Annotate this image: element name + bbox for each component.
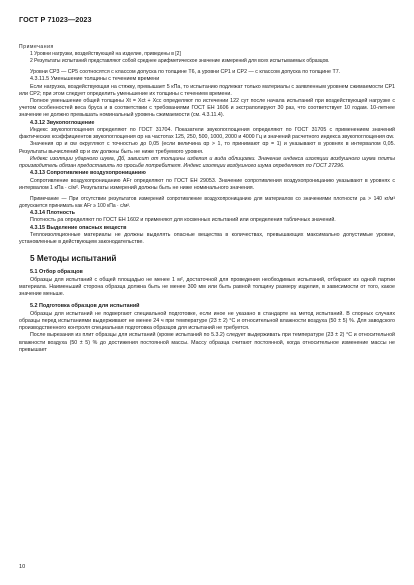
page-number: 10 [19, 564, 26, 570]
body-paragraph: Индекс звукопоглощения определяют по ГОСТ 31704. Показатели звукопоглощения определяют по ГОСТ 31705 с применением значений фактических коэффициентов звукопоглощения αp на частотах 125, 250, 500, 1000, 2000 и 4000 Гц и значений расчетного индекса звукопоглощения αw. [19, 127, 395, 141]
clause-heading: 4.3.15 Выделение опасных веществ [30, 224, 127, 231]
document-body [19, 40, 395, 354]
clause-heading: 4.3.11.5 Уменьшение толщины с течением времени [30, 76, 160, 83]
body-paragraph: Образцы для испытаний не подвергают специальной подготовке, если иное не указано в стандарте на метод испытаний. В спорных случаях образцы перед испытаниями выдерживают не менее 24 ч при температуре (23 ± 2) °С и относительной влажности воздуха (50 ± 5) %. Для заводского производственного контроля специальная подготовка образцов для испытаний не требуется. [19, 310, 395, 332]
clause-heading: 4.3.13 Сопротивление воздухопроницанию [30, 170, 146, 177]
document-header: ГОСТ Р 71023—2023 [19, 15, 92, 24]
body-paragraph-italic: Индекс изоляции ударного шума, Дб, зависит от толщины изделия и вида облицовки. Значение индекса изоляции воздушного шума плиты производитель обязан предоставить по просьбе потребителя. Индекс изоляции воздушного шума определяют по ГОСТ 27296. [19, 155, 395, 170]
body-paragraph: После вырезания из плит образцы для испытаний (кроме испытаний по 5.3.2) следует выдерживать при температуре (23 ± 2) °С и относительной влажности воздуха (50 ± 5) % до достижения постоянной массы. Массу образца считают постоянной, когда относительное изменение массы не превышает [19, 332, 395, 353]
body-paragraph: Плотность ρa определяют по ГОСТ EH 1602 и применяют для косвенных испытаний или определения табличных значений. [30, 217, 336, 224]
body-paragraph: Сопротивление воздухопроницанию AFr определяют по ГОСТ EH 29053. Значение сопротивления воздухопроницанию указывают в уровнях с интервалом 1 кПа · с/м². Результаты измерений должны быть не ниже номинального значения. [19, 177, 395, 191]
subsection-heading: 5.2 Подготовка образцов для испытаний [30, 303, 140, 310]
section-heading: 5 Методы испытаний [30, 254, 117, 264]
note-title: Примечания [19, 44, 54, 50]
clause-heading: 4.3.12 Звукопоглощение [30, 119, 95, 126]
body-paragraph: Образцы для испытаний с общей площадью не менее 1 м², достаточной для проведения необходимых испытаний, отбирают из одной партии материала. Наименьший сторона образца должна быть не менее 300 мм или быть равной толщину размеру изделия, в зависимости от того, какое значение меньше. [19, 276, 395, 298]
body-paragraph: Полное уменьшение общей толщины Xt = Xct + Xcc определяют по истечении 122 сут после начала испытаний при воздействующей нагрузке с учетом особенностей веса бруса и в соответствии с требованиями ГОСТ EH 1606 и экстраполируют 30 раз, что соответствует 10 годам. 10-летнее значение не должно превышать номинальный уровень сжимаемости (см. 4.3.11.4). [19, 98, 395, 119]
body-paragraph: Теплоизоляционные материалы не должны выделять опасные вещества в количествах, превышающих максимально допустимые уровни, установленные в действующем законодательстве. [19, 231, 395, 246]
body-paragraph: Значения αp и αw округляют с точностью до 0,05 (если величина αp > 1, то принимают αp = 1) и указывают в уровнях в интервалом 0,05. Результаты вычислений αp и αw должны быть не ниже требуемого уровня. [19, 141, 395, 155]
clause-heading: 4.3.14 Плотность [30, 209, 75, 216]
note-paragraph: 1 Уровни нагрузки, воздействующей на изделие, приведены в [2] [30, 51, 181, 58]
note-paragraph: Примечание — При отсутствии результатов измерений сопротивление воздухопроницанию для материалов со значениями плотности ρa > 140 кг/м³ допускается принимать как AFr ≥ 100 кПа · с/м². [19, 196, 395, 209]
note-paragraph: 2 Результаты испытаний представляют собой среднее арифметическое значение измерений для всех испытываемых образцов. [30, 58, 330, 65]
body-paragraph: Если нагрузка, воздействующая на стяжку, превышает 5 кПа, то испытанию подлежат только материалы с заявленным уровнем сжимаемости CP1 или CP2; при этом следует определить уменьшение их толщины с течением времени. [19, 83, 395, 97]
spacer [19, 298, 395, 302]
body-paragraph: Уровни CP3 — CP5 соотносятся с классом допуска по толщине T6, а уровни CP1 и CP2 — с классом допуска по толщине T7. [30, 69, 341, 76]
subsection-heading: 5.1 Отбор образцов [30, 269, 83, 276]
